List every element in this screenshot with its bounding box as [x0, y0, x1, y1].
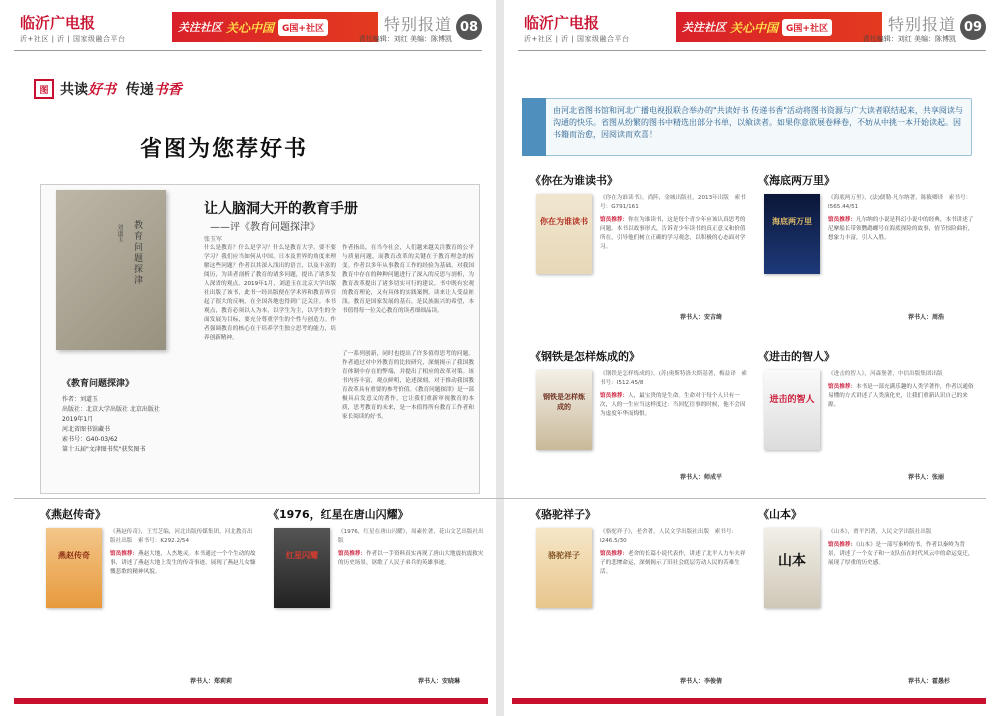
rec-title: 《山本》 — [758, 508, 802, 521]
book-cover-author: 刘道玉 — [116, 224, 123, 242]
rec-recommender: 荐书人：周浩 — [908, 314, 945, 321]
page-gutter — [496, 0, 504, 716]
book-recommendation[interactable] — [758, 348, 978, 488]
banner-text-1: 关注社区 — [682, 21, 726, 34]
rec-title: 《你在为谁读书》 — [530, 174, 618, 187]
banner-badge: G国+社区 — [782, 19, 832, 36]
caption-line: 出版社：北京大学出版社 北京出版社 — [62, 406, 160, 413]
rec-title: 《进击的智人》 — [758, 350, 835, 363]
banner-text-2: 关心中国 — [730, 20, 779, 35]
header-banner[interactable] — [676, 12, 882, 42]
book-cover-title: 教育问题探津 — [132, 220, 142, 286]
caption-title: 《教育问题探津》 — [62, 379, 135, 389]
article-author: 张玉军 — [204, 236, 223, 243]
rec-cover[interactable]: 燕赵传奇 — [46, 528, 102, 608]
rec-cover[interactable]: 山本 — [764, 528, 820, 608]
brand-slogan: 共读好书 传递书香 — [60, 82, 182, 98]
caption-line: 2019年1月 — [62, 416, 94, 423]
rec-cover[interactable]: 骆驼祥子 — [536, 528, 592, 608]
header-banner[interactable] — [172, 12, 378, 42]
rec-info: 《钢铁是怎样炼成的》，(苏)奥斯特洛夫斯基著，梅益译 索书号：I512.45/8 馆员推荐：人，最宝贵的是生命。生命对于每个人只有一次，人的一生应当这样度过：当回忆往事的时候，他不会因为虚度年华而悔恨。 — [600, 371, 748, 417]
rec-cover[interactable]: 红星闪耀 — [274, 528, 330, 608]
section-divider — [14, 498, 986, 499]
logo-subtitle: 沂+社区 | 沂 | 国家级融合平台 — [524, 35, 630, 43]
rec-cover[interactable]: 海底两万里 — [764, 194, 820, 274]
editor-meta: 责任编辑：刘红 美编：陈博凯 — [358, 35, 452, 43]
rec-cover[interactable]: 钢铁是怎样炼成的 — [536, 370, 592, 450]
caption-line: 索书号：G40-03/62 — [62, 436, 118, 443]
book-recommendation[interactable] — [758, 172, 978, 332]
rec-title: 《1976，红星在唐山闪耀》 — [268, 508, 409, 521]
rec-recommender: 荐书人：安晓琳 — [418, 678, 461, 685]
rec-info: 《骆驼祥子》，老舍著，人民文学出版社出版 索书号：I246.5/30 馆员推荐：老舍的长篇小说代表作，讲述了北平人力车夫祥子的悲惨命运，深刻揭示了旧社会底层劳动人民的苦难生活。 — [600, 529, 746, 575]
logo-subtitle: 沂+社区 | 沂 | 国家级融合平台 — [20, 35, 126, 43]
library-seal-icon: 图 — [34, 79, 54, 99]
rec-info: 《你在为谁读书》，尚阵，金城出版社，2013年出版 索书号：G791/161 馆员推荐：你在为谁读书，这是每个青少年应该认真思考的问题。本书以故事形式，告诉青少年读书的真正意义和价值所在，引导他们树立正确的学习观念，以积极的心态面对学习。 — [600, 195, 746, 250]
banner-text-1: 关注社区 — [178, 21, 222, 34]
banner-badge: G国+社区 — [278, 19, 328, 36]
rec-recommender: 荐书人：师成平 — [680, 474, 723, 481]
caption-line: 河北省图书馆藏书 — [62, 426, 111, 433]
rec-info: 《燕赵传奇》，王雪芝编，河北出版传媒集团，河北教育出版社出版 索书号：K292.2/54 馆员推荐：燕赵大地，人杰地灵。本书通过一个个生动的故事，讲述了燕赵大地上发生的传奇事迹，展现了燕赵儿女慷慨悲歌的精神风貌。 — [110, 529, 256, 575]
banner-text-2: 关心中国 — [226, 20, 275, 35]
rec-recommender: 荐书人：李俊倩 — [680, 678, 723, 685]
featured-book-cover[interactable] — [56, 190, 166, 350]
rec-recommender: 荐书人：安吉绮 — [680, 314, 723, 321]
article-column-2: 作者指出，在当今社会，人们越来越关注教育的公平与质量问题，而教育改革的关键在于教育理念的转变。作者以多年从事教育工作的经验为基础，对我国教育中存在的种种问题进行了深入的反思与剖析，为教育改革提出了诸多切实可行的建议。书中既有宏观的教育理论，又有具体的实践案例，读来让人受益匪浅。教育是国家发展的基石，是民族振兴的希望，本书值得每一位关心教育的读者细细品读。 — [342, 245, 474, 314]
article-subtitle: ——评《教育问题探津》 — [210, 222, 320, 233]
rec-title: 《钢铁是怎样炼成的》 — [530, 350, 640, 363]
article-column-1: 什么是教育？什么是学习？什么是教育大学，要不要学习？我们应当如何从中国、日本及世界的角度来理解这些问题？作者以其深入浅出的语言，以及丰富的阅历，为读者剖析了教育的诸多问题，提出了诸多发人深省的观点。2019年1月，刘道玉在北京大学出版社出版了该书，此书一经出版便在学术界和教育界引起了很大的反响，在全国各地也得到广泛关注。本书观点，教育必须以人为本，以学生为主，以学生的全面发展为目标，要充分尊重学生的个性与创造力。作者强调教育的核心在于培养学生独立思考的能力，培养创新精神。 — [204, 245, 336, 341]
page-number: 09 — [960, 14, 986, 40]
rec-recommender: 荐书人：霍愚杉 — [908, 678, 951, 685]
rec-info: 《山本》，贾平凹著，人民文学出版社出版 馆员推荐：《山本》是一部写秦岭的书，作者以秦岭为背景，讲述了一个女子和一支队伍在时代风云中的命运变迁，展现了厚重的历史感。 — [828, 529, 974, 566]
newspaper-logo[interactable]: 临沂广电报 — [20, 14, 96, 32]
intro-box — [522, 98, 972, 156]
rec-title: 《骆驼祥子》 — [530, 508, 596, 521]
article-title: 让人脑洞大开的教育手册 — [204, 201, 358, 217]
caption-line: 作者：刘道玉 — [62, 396, 99, 403]
rec-info: 《1976，红星在唐山闪耀》，周素佐著，花山文艺出版社出版 馆员推荐：作者以一手资料真实再现了唐山大地震抗震救灾的历史场景，讴歌了人民子弟兵的英雄事迹。 — [338, 529, 484, 566]
rec-title: 《燕赵传奇》 — [40, 508, 106, 521]
rec-info: 《海底两万里》，(法)儒勒·凡尔纳著，陈筱卿译 索书号：I565.44/51 馆员推荐：凡尔纳的小说是科幻小说中的经典，本书讲述了尼摩船长带领鹦鹉螺号在海底探险的故事，情节惊险曲折，想象力丰富，引人入胜。 — [828, 195, 974, 241]
footer-bar-right — [512, 698, 986, 704]
rec-info: 《进击的智人》，河森堡著，中信出版集团出版 馆员推荐：本书是一部充满乐趣的人类学著作，作者以通俗易懂的方式讲述了人类演化史，让我们重新认识自己的来源。 — [828, 371, 974, 408]
editor-meta: 责任编辑：刘红 美编：陈博凯 — [862, 35, 956, 43]
book-recommendation[interactable] — [530, 172, 750, 332]
book-recommendation[interactable] — [530, 506, 750, 692]
section-title: 特别报道 — [887, 15, 956, 34]
book-caption — [62, 376, 192, 455]
book-recommendation[interactable] — [40, 506, 260, 692]
intro-text: 由河北省图书馆和河北广播电视报联合举办的"共读好书 传递书香"活动将图书资源与广大读者联结起来，共享阅读与沟通的快乐。省图从纷繁的图书中精选出部分书单，以飨读者。如果你意欲展卷释卷，不妨从中挑一本开始读起。因书籍而治愈，因阅读而欢喜！ — [553, 106, 963, 139]
header-divider — [14, 50, 482, 51]
article-column-3: 了一系列创新，同时也提出了许多值得思考的问题。作者通过对中外教育的比较研究，深刻揭示了我国教育体制中存在的弊端，并提出了相应的改革对策。该书内容丰富，观点鲜明，论述深刻，对于推动我国教育改革具有重要的参考价值。《教育问题探津》是一部极具启发意义的著作，它让我们重新审视教育的本质，思考教育的未来，是一本值得所有教育工作者和家长阅读的好书。 — [342, 351, 474, 420]
page-header — [20, 10, 482, 48]
book-recommendation[interactable] — [758, 506, 978, 692]
rec-recommender: 荐书人：张丽 — [908, 474, 945, 481]
rec-title: 《海底两万里》 — [758, 174, 835, 187]
rec-recommender: 荐书人：郑莉莉 — [190, 678, 233, 685]
rec-cover[interactable]: 进击的智人 — [764, 370, 820, 450]
footer-bar-left — [14, 698, 488, 704]
header-divider — [518, 50, 986, 51]
section-title: 特别报道 — [383, 15, 452, 34]
newspaper-logo[interactable]: 临沂广电报 — [524, 14, 600, 32]
reading-brand — [34, 76, 182, 102]
caption-line: 第十五届"文津图书奖"获奖图书 — [62, 446, 146, 453]
book-recommendation[interactable] — [530, 348, 750, 488]
page-header — [524, 10, 986, 48]
page-number: 08 — [456, 14, 482, 40]
page-title: 省图为您荐好书 — [140, 136, 309, 162]
rec-cover[interactable]: 你在为谁读书 — [536, 194, 592, 274]
book-recommendation[interactable] — [268, 506, 488, 692]
